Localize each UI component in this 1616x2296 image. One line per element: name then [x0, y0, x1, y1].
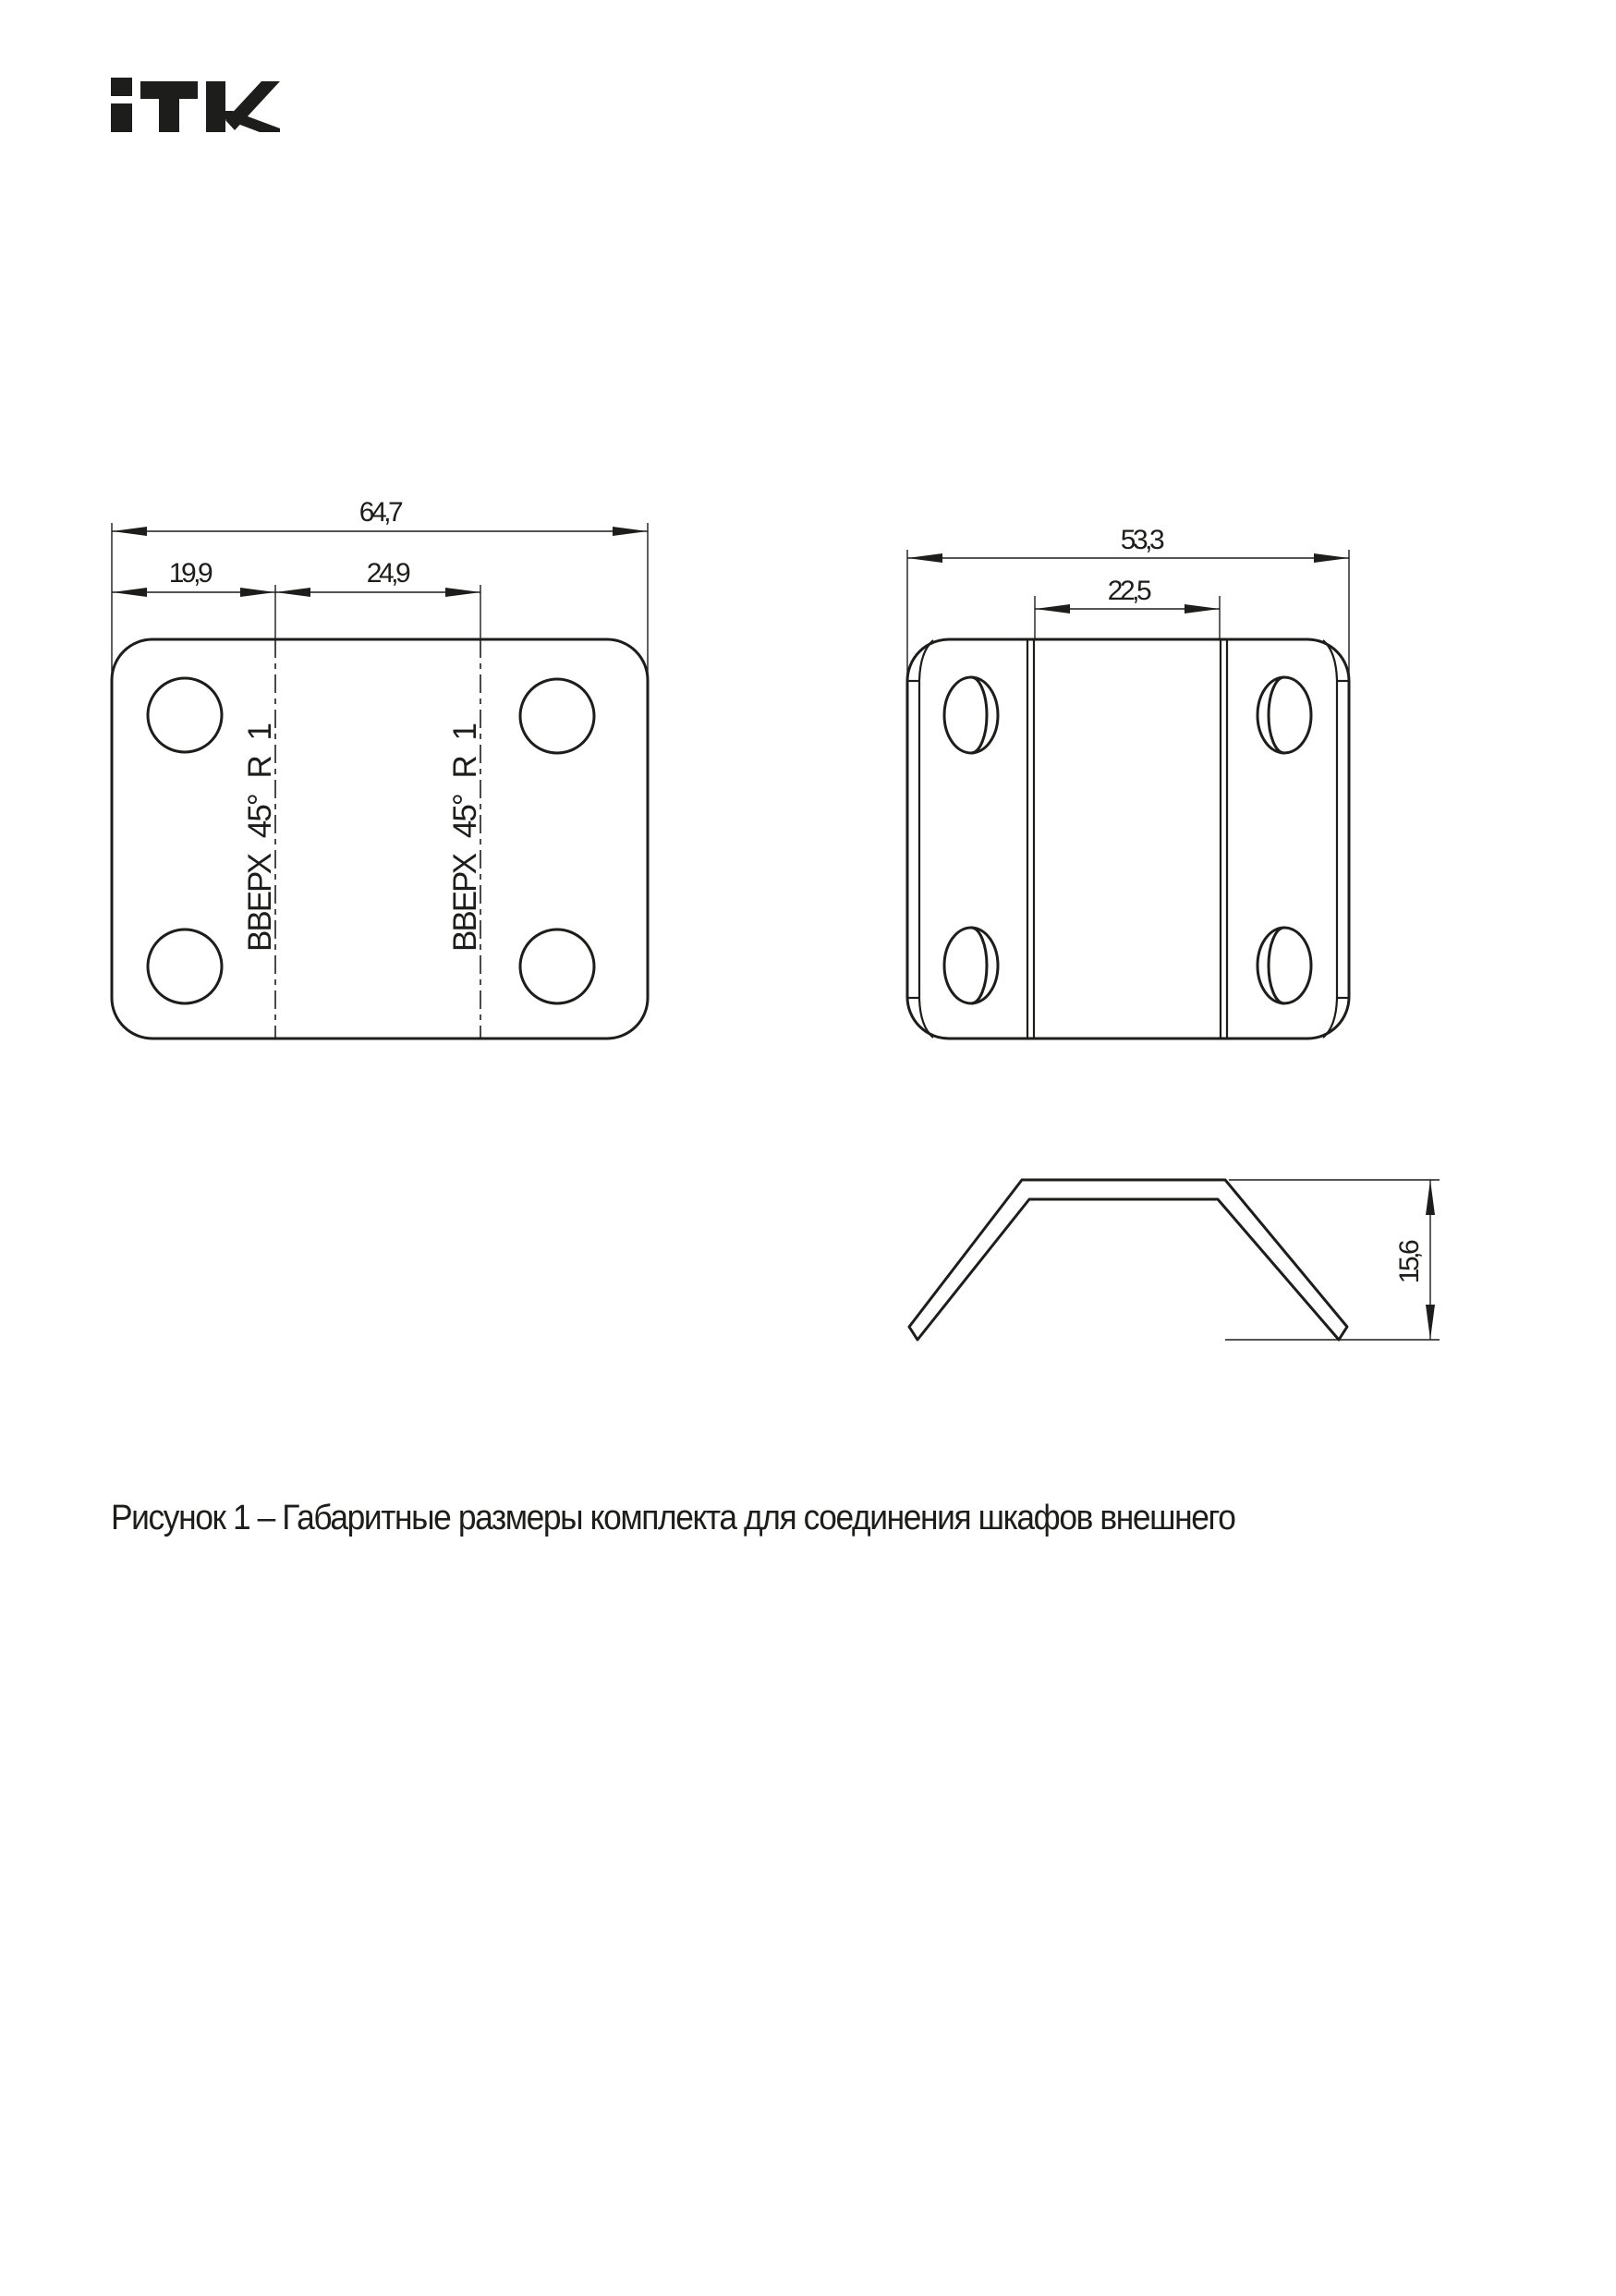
hole-top-left-inner: [971, 677, 987, 753]
hole-bottom-left: [148, 929, 222, 1003]
dim-center-segment: 24,9: [366, 558, 408, 589]
dim-left-segment: 19,9: [168, 558, 211, 589]
profile-outline: [909, 1180, 1347, 1340]
dim-centre-width: 22,5: [1107, 576, 1149, 606]
hole-bottom-right: [1258, 928, 1311, 1003]
dim-formed-width: 53,3: [1120, 525, 1162, 555]
hole-top-left: [148, 678, 222, 752]
top-view: [112, 497, 648, 1039]
hole-top-right-inner: [1269, 677, 1284, 753]
wing-inner-edges: [907, 640, 1349, 1038]
formed-holes: [944, 677, 1311, 1003]
figure-caption: Рисунок 1 – Габаритные размеры комплекта для соединения шкафов внешнего: [111, 1499, 1235, 1537]
hole-bottom-left-inner: [971, 928, 987, 1003]
hole-bottom-right: [520, 929, 594, 1003]
dim-overall-width: 64,7: [358, 497, 401, 528]
top-view-extension-lines: [112, 523, 648, 680]
fold-lines: [1027, 640, 1227, 1038]
hole-bottom-left: [944, 928, 998, 1003]
side-profile-view: [909, 1180, 1440, 1340]
bend-note-left: ВВЕРХ 45° R 1: [242, 724, 278, 952]
hole-top-right: [1258, 677, 1311, 753]
dim-profile-height: 15,6: [1394, 1242, 1425, 1284]
hole-top-left: [944, 677, 998, 753]
front-view-extension-lines: [907, 550, 1349, 680]
front-view: [907, 525, 1349, 1039]
hole-bottom-right-inner: [1269, 928, 1284, 1003]
plate-outline: [112, 639, 648, 1039]
hole-top-right: [520, 679, 594, 753]
formed-outline: [907, 639, 1349, 1039]
bend-note-right: ВВЕРХ 45° R 1: [447, 724, 483, 952]
